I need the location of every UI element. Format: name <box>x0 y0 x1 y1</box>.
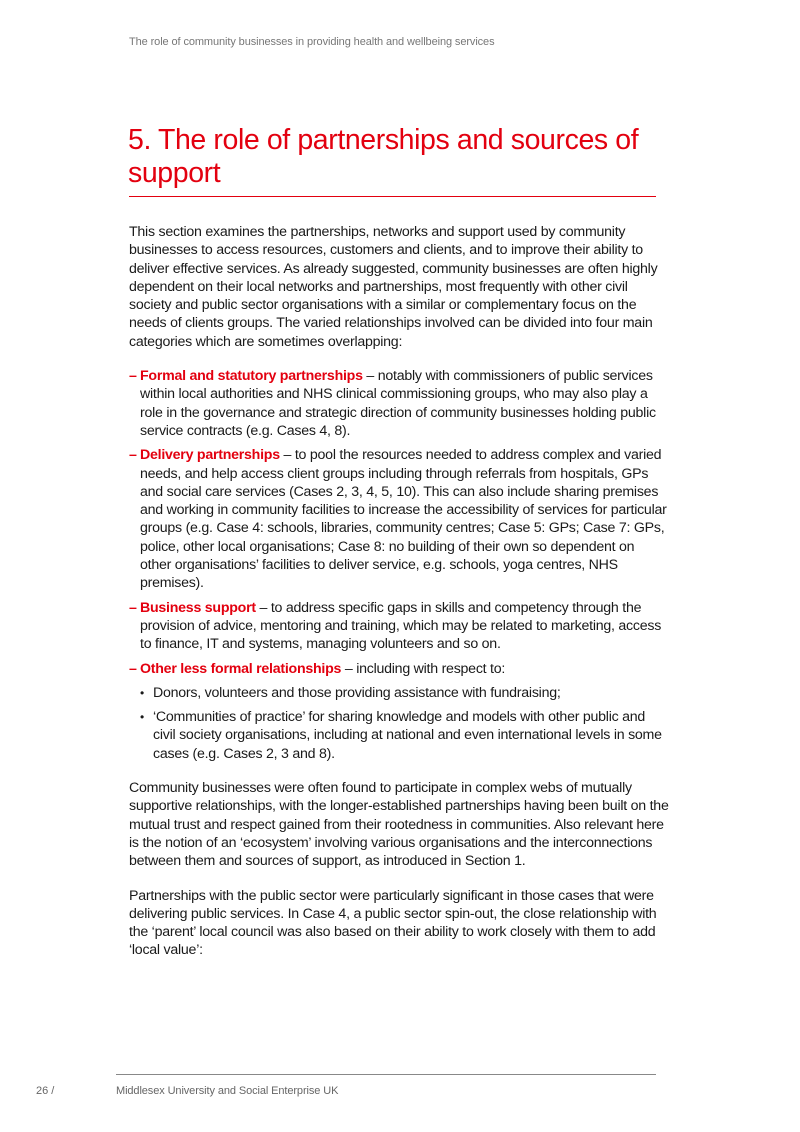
category-list <box>129 367 669 763</box>
category-item-business-support <box>129 599 669 654</box>
title-divider <box>129 196 656 197</box>
sub-bullet-text: Donors, volunteers and those providing assistance with fundraising; <box>153 684 561 701</box>
sub-bullet-item <box>140 708 669 763</box>
body-content <box>129 223 669 976</box>
category-item-formal <box>129 367 669 440</box>
bullet-icon: • <box>140 685 144 700</box>
category-item-delivery <box>129 446 669 592</box>
category-lead: Formal and statutory partnerships <box>140 368 363 385</box>
page-number: 26 / <box>36 1085 55 1097</box>
category-text: – to address specific gaps in skills and competency through the provision of advice, mentoring and training, which may be related to marketing, access to finance, IT and systems, managing volunteers and so on. <box>140 599 662 653</box>
sub-bullet-list <box>140 684 669 763</box>
bullet-icon: • <box>140 710 144 725</box>
section-title: 5. The role of partnerships and sources of support <box>128 124 639 189</box>
footer-divider <box>116 1074 656 1075</box>
dash-marker: – <box>129 599 137 616</box>
dash-marker: – <box>129 660 137 677</box>
intro-paragraph: This section examines the partnerships, networks and support used by community businesses to access resources, customers and clients, and to improve their ability to deliver effective services. As already suggested, community businesses are often highly dependent on their local networks and partnerships, most frequently with other civil society and public sector organisations with a similar or complementary focus on the needs of clients groups. The varied relationships involved can be divided into four main categories which are sometimes overlapping: <box>129 224 658 350</box>
ecosystem-paragraph: Community businesses were often found to participate in complex webs of mutually supportive relationships, with the longer-established partnerships having been built on the mutual trust and respect gained from their rootedness in communities. Also relevant here is the notion of an ‘ecosystem’ involving various organisations and the interconnections between them and sources of support, as introduced in Section 1. <box>129 780 669 870</box>
category-text: – including with respect to: <box>341 660 506 677</box>
category-text: – to pool the resources needed to address complex and varied needs, and help access client groups including through referrals from hospitals, GPs and social care services (Cases 2, 3, 4, 5, 10). This can also include sharing premises and working in community facilities to increase the accessibility of services for particular groups (e.g. Case 4: schools, libraries, community centres; Case 5: GPs; Case 7: GPs, police, other local organisations; Case 8: no building of their own so dependent on other organisations’ facilities to deliver service, e.g. schools, yoga centres, NHS premises). <box>140 447 667 592</box>
dash-marker: – <box>129 368 137 385</box>
running-header: The role of community businesses in providing health and wellbeing services <box>129 36 495 48</box>
category-item-other <box>129 660 669 763</box>
sub-bullet-item <box>140 684 669 702</box>
sub-bullet-text: ‘Communities of practice’ for sharing knowledge and models with other public and civil society organisations, including at national and even international levels in some cases (e.g. Cases 2, 3 and 8). <box>153 709 662 762</box>
category-text: – notably with commissioners of public services within local authorities and NHS clinical commissioning groups, who may also play a role in the governance and strategic direction of community businesses holding public service contracts (e.g. Cases 4, 8). <box>140 368 656 439</box>
public-sector-paragraph: Partnerships with the public sector were particularly significant in those cases that were delivering public services. In Case 4, a public sector spin-out, the close relationship with the ‘parent’ local council was also based on their ability to work closely with them to add ‘local value’: <box>129 887 657 959</box>
category-lead: Delivery partnerships <box>140 447 280 464</box>
dash-marker: – <box>129 447 137 464</box>
category-lead: Other less formal relationships <box>140 660 342 677</box>
footer-publisher: Middlesex University and Social Enterprise UK <box>116 1085 339 1097</box>
category-lead: Business support <box>140 599 256 616</box>
